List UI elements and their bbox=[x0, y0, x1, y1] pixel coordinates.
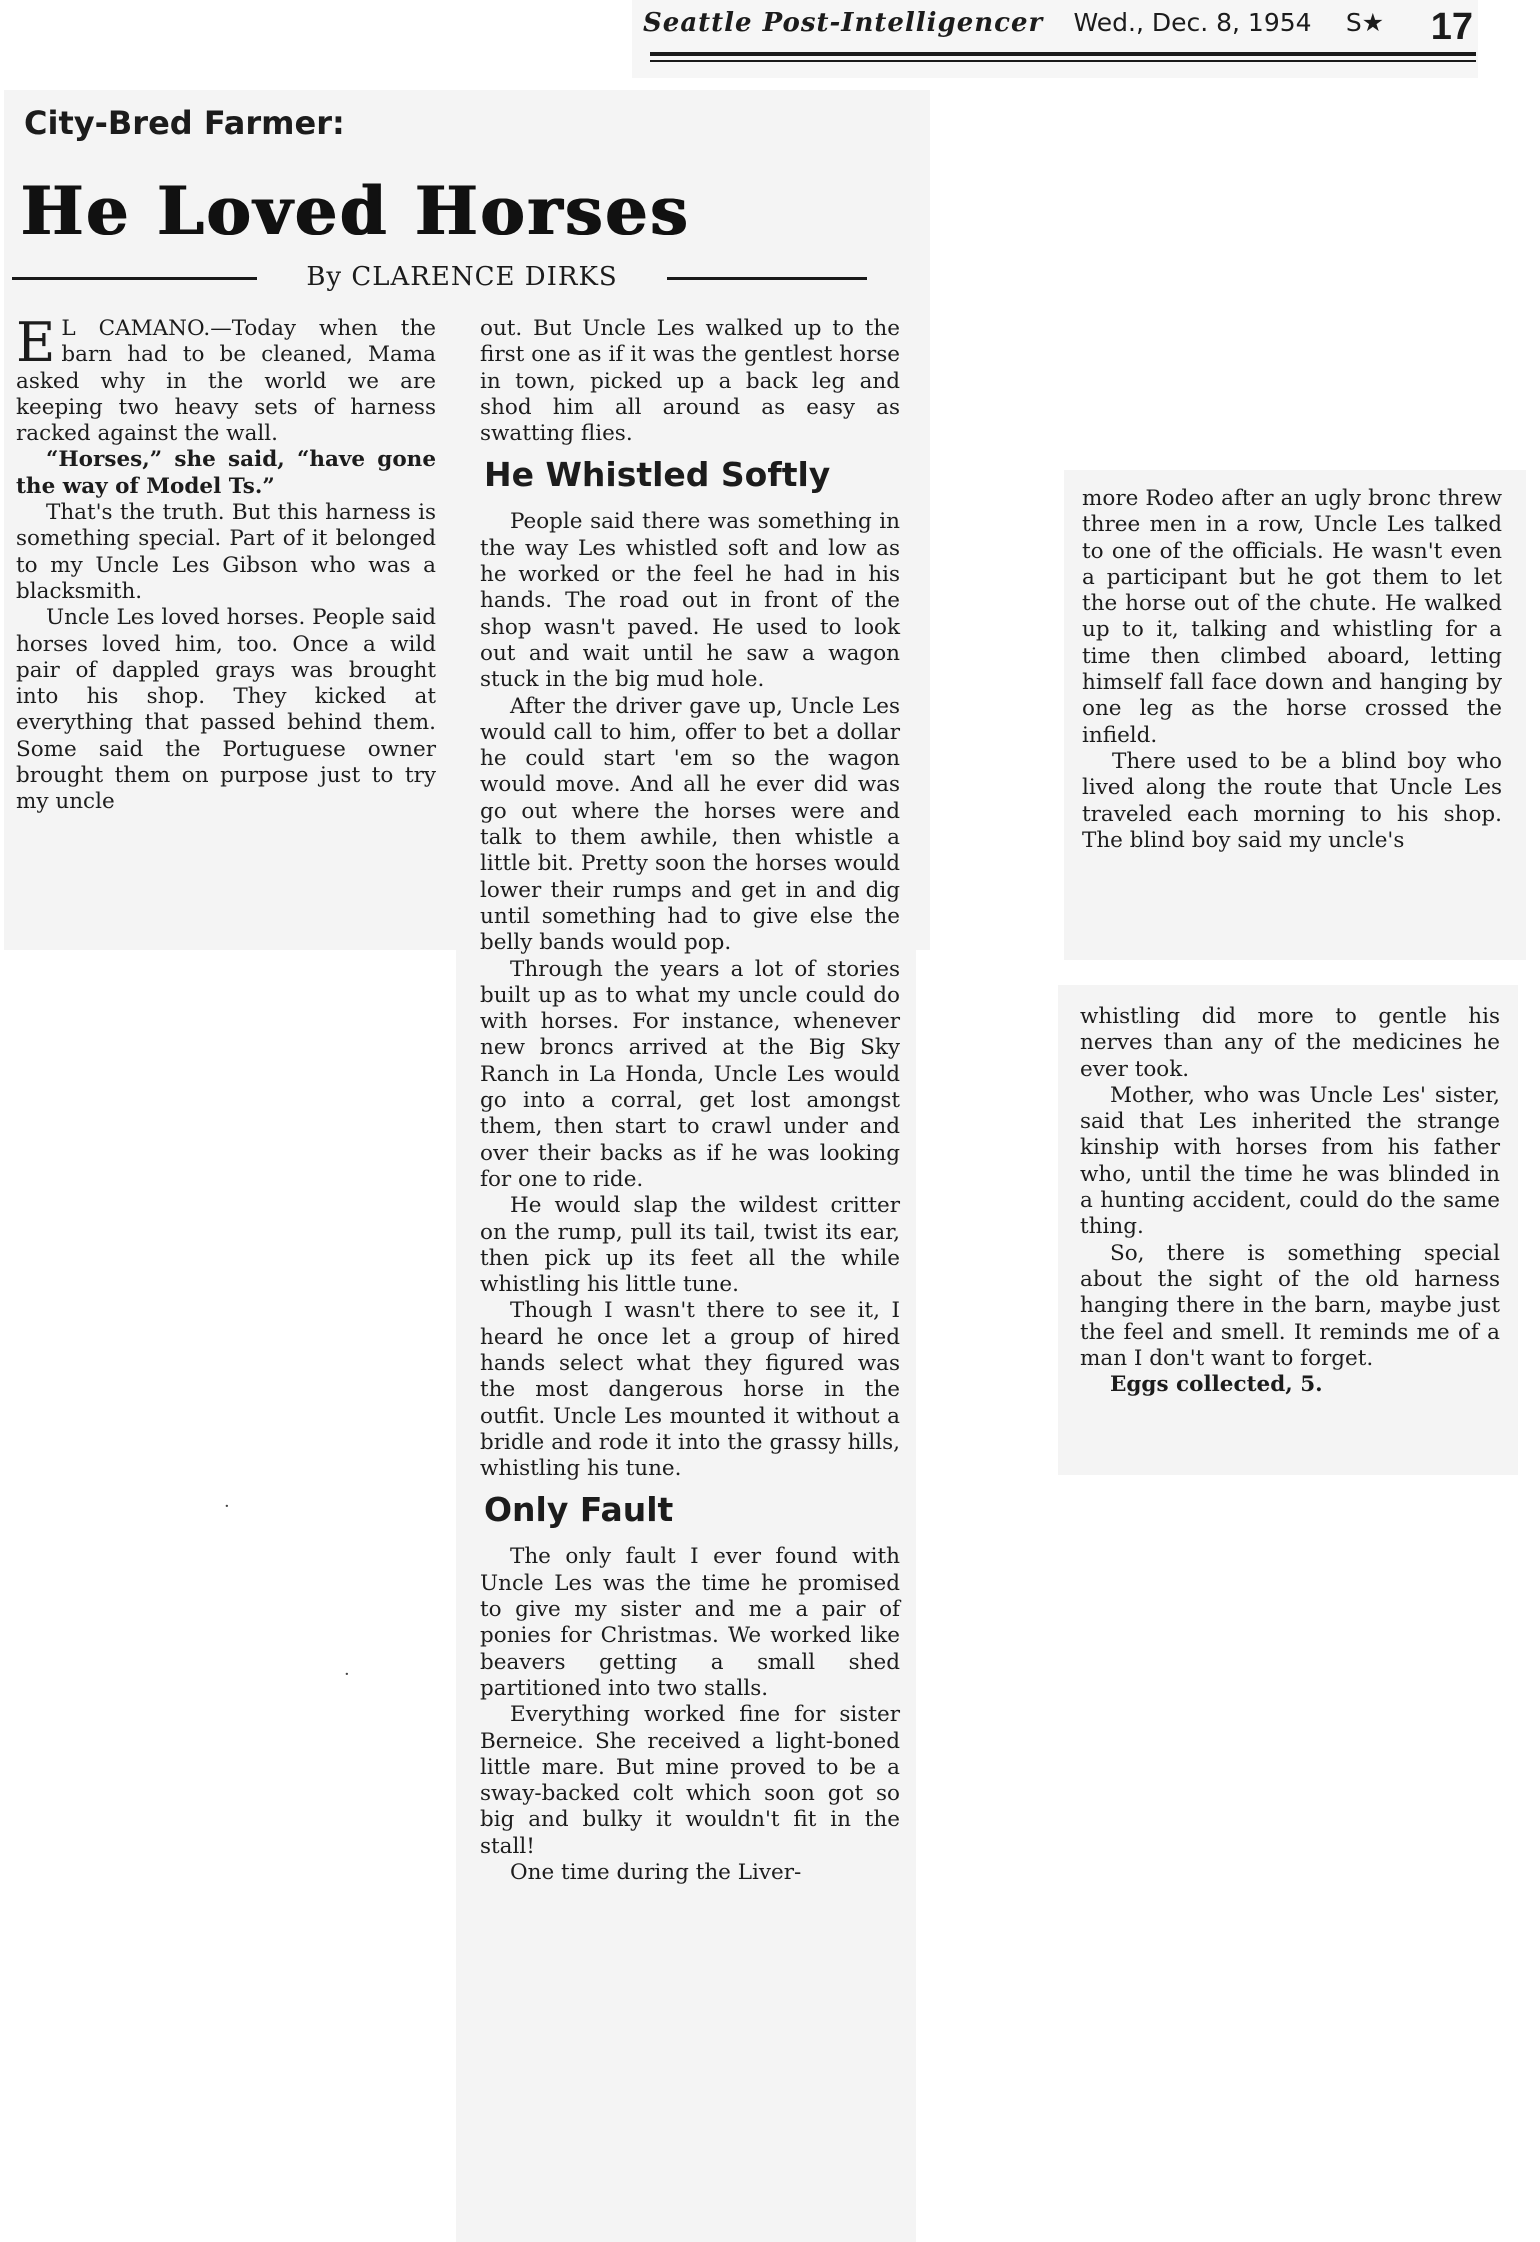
paragraph: There used to be a blind boy who lived along the route that Uncle Les traveled each morning to his shop. The blind boy said my uncle's bbox=[1082, 748, 1502, 853]
byline-rule-right bbox=[667, 277, 867, 280]
paragraph: Everything worked fine for sister Berneice. She received a light-boned little mare. But mine proved to be a sway-backed colt which soon got so big and bulky it wouldn't fit in the stall! bbox=[480, 1702, 900, 1859]
article-column-1 bbox=[16, 311, 436, 816]
subhead: Only Fault bbox=[484, 1490, 674, 1530]
paragraph: That's the truth. But this harness is something special. Part of it belonged to my Uncle Les Gibson who was a blacksmith. bbox=[16, 500, 436, 604]
headline: He Loved Horses bbox=[20, 172, 690, 250]
paragraph: So, there is something special about the sight of the old harness hanging there in the barn, maybe just the feel and smell. It reminds me of a man I don't want to forget. bbox=[1080, 1240, 1500, 1371]
paragraph bbox=[16, 311, 436, 447]
paragraph: Though I wasn't there to see it, I heard he once let a group of hired hands select what they figured was the most dangerous horse in the outfit. Uncle Les mounted it without a bridle and rode it into the grassy hills, whistling his tune. bbox=[480, 1298, 900, 1482]
paragraph: Uncle Les loved horses. People said horses loved him, too. Once a wild pair of dappled grays was brought into his shop. They kicked at everything that passed behind them. Some said the Portuguese owner brought them on purpose just to try my uncle bbox=[16, 605, 436, 815]
paragraph-text: L CAMANO.—Today when the barn had to be cleaned, Mama asked why in the world we are keeping two heavy sets of harness racked against the wall. bbox=[16, 316, 436, 447]
kicker: City-Bred Farmer: bbox=[24, 104, 345, 142]
paragraph: He would slap the wildest critter on the rump, pull its tail, twist its ear, then pick up its feet all the while whistling his little tune. bbox=[480, 1193, 900, 1298]
paragraph: After the driver gave up, Uncle Les would call to him, offer to bet a dollar he could start 'em so the wagon would move. And all he ever did was go out where the horses were and talk to them awhile, then whistle a little bit. Pretty soon the horses would lower their rumps and get in and dig until something had to give else the belly bands would pop. bbox=[480, 693, 900, 956]
paragraph: more Rodeo after an ugly bronc threw three men in a row, Uncle Les talked to one of the officials. He wasn't even a participant but he got them to let the horse out of the chute. He walked up to it, talking and whistling for a time then climbed aboard, letting himself fall face down and hanging by one leg as the horse crossed the infield. bbox=[1082, 486, 1502, 748]
scan-speck: · bbox=[344, 1664, 350, 1685]
page-number: 17 bbox=[1430, 6, 1473, 48]
newspaper-name: Seattle Post-Intelligencer bbox=[643, 8, 1044, 38]
masthead-rule bbox=[650, 52, 1476, 56]
sign-off: Eggs collected, 5. bbox=[1110, 1372, 1323, 1398]
masthead-rule-thin bbox=[650, 60, 1476, 62]
article-column-2 bbox=[480, 316, 900, 1886]
issue-date: Wed., Dec. 8, 1954 bbox=[1073, 8, 1312, 37]
paragraph: The only fault I ever found with Uncle Les was the time he promised to give my sister and me a pair of ponies for Christmas. We worked like beavers getting a small shed partitioned into two stalls. bbox=[480, 1544, 900, 1701]
edition-mark: S★ bbox=[1345, 8, 1385, 37]
byline: By CLARENCE DIRKS bbox=[262, 262, 662, 292]
scan-speck: · bbox=[224, 1496, 230, 1517]
paragraph: whistling did more to gentle his nerves than any of the medicines he ever took. bbox=[1080, 1004, 1500, 1082]
paragraph-cut-off: One time during the Liver- bbox=[510, 1860, 802, 1886]
paragraph: Through the years a lot of stories built up as to what my uncle could do with horses. For instance, whenever new broncs arrived at the Big Sky Ranch in La Honda, Uncle Les would go into a corral, get lost amongst them, then start to crawl under and over their backs as if he was looking for one to ride. bbox=[480, 956, 900, 1192]
paragraph: Mother, who was Uncle Les' sister, said that Les inherited the strange kinship with horses from his father who, until the time he was blinded in a hunting accident, could do the same thing. bbox=[1080, 1082, 1500, 1240]
masthead bbox=[643, 8, 1471, 52]
paragraph: People said there was something in the way Les whistled soft and low as he worked or the feel he had in his hands. The road out in front of the shop wasn't paved. He used to look out and wait until he saw a wagon stuck in the big mud hole. bbox=[480, 509, 900, 693]
paragraph: “Horses,” she said, “have gone the way of Model Ts.” bbox=[16, 447, 436, 499]
byline-rule-left bbox=[12, 277, 257, 280]
paragraph: out. But Uncle Les walked up to the first one as if it was the gentlest horse in town, picked up a back leg and shod him all around as easy as swatting flies. bbox=[480, 316, 900, 447]
drop-cap: E bbox=[16, 311, 56, 374]
byline-block bbox=[12, 262, 892, 294]
article-column-3b bbox=[1080, 1004, 1500, 1398]
subhead: He Whistled Softly bbox=[484, 455, 831, 495]
article-column-3a bbox=[1082, 486, 1502, 854]
